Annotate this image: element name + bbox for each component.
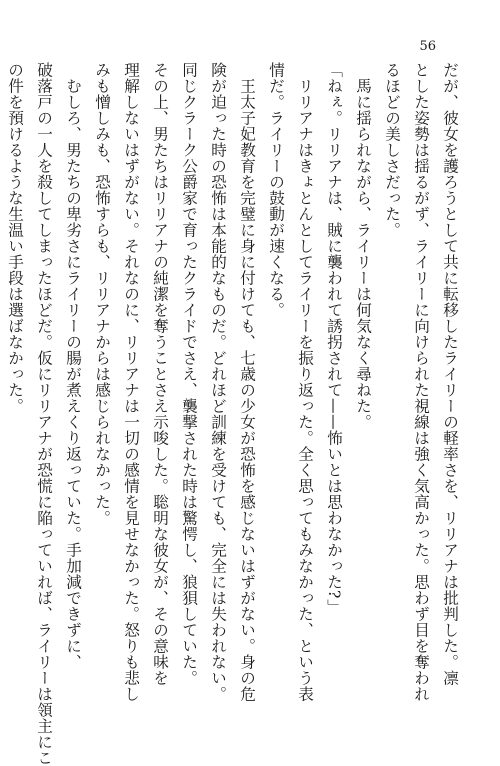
text-line: だが、彼女を護ろうとして共に転移したライリーの軽率さを、リリアナは批判した。凛 [441, 62, 459, 686]
text-line: リリアナはきょとんとしてライリーを振り返った。全く思ってもみなかった、という表 [296, 77, 314, 702]
text-line: 破落戸の一人を殺してしまったほどだ。仮にリリアナが恐慌に陥っていれば、ライリーは領主にこ [35, 62, 53, 766]
text-line: その上、男たちはリリアナの純潔を奪うことさえ示唆した。聡明な彼女が、その意味を [151, 62, 169, 686]
text-line: 「ねぇ。リリアナは、賊に襲われて誘拐されて——怖いとは思わなかった?」 [325, 62, 343, 615]
text-line: 王太子妃教育を完璧に身に付けても、七歳の少女が恐怖を感じないはずがない。身の危 [238, 77, 256, 702]
text-line: みも憎しみも、恐怖すらも、リリアナからは感じられなかった。 [93, 62, 111, 526]
text-line: 理解しないはずがない。それなのに、リリアナは一切の感情を見せなかった。怒りも悲し [122, 62, 140, 702]
text-line: むしろ、男たちの卑劣さにライリーの腸が煮えくり返っていた。手加減できずに、 [64, 77, 82, 670]
text-line: 同じクラーク公爵家で育ったクライドでさえ、襲撃された時は驚愕し、狼狽していた。 [180, 62, 198, 686]
text-line: の件を預けるような生温い手段は選ばなかった。 [6, 62, 24, 414]
text-line: 険が迫った時の恐怖は本能的なものだ。どれほど訓練を受けても、完全には失われない。 [209, 62, 227, 702]
text-line: 馬に揺られながら、ライリーは何気なく尋ねた。 [354, 77, 372, 430]
page-number: 56 [419, 39, 436, 54]
text-line: るほどの美しさだった。 [383, 62, 401, 238]
body-text [6, 62, 464, 766]
text-line: とした姿勢は揺るがず、ライリーに向けられた視線は強く気高かった。思わず目を奪われ [412, 62, 430, 702]
text-line: 情だ。ライリーの鼓動が速くなる。 [267, 62, 285, 318]
